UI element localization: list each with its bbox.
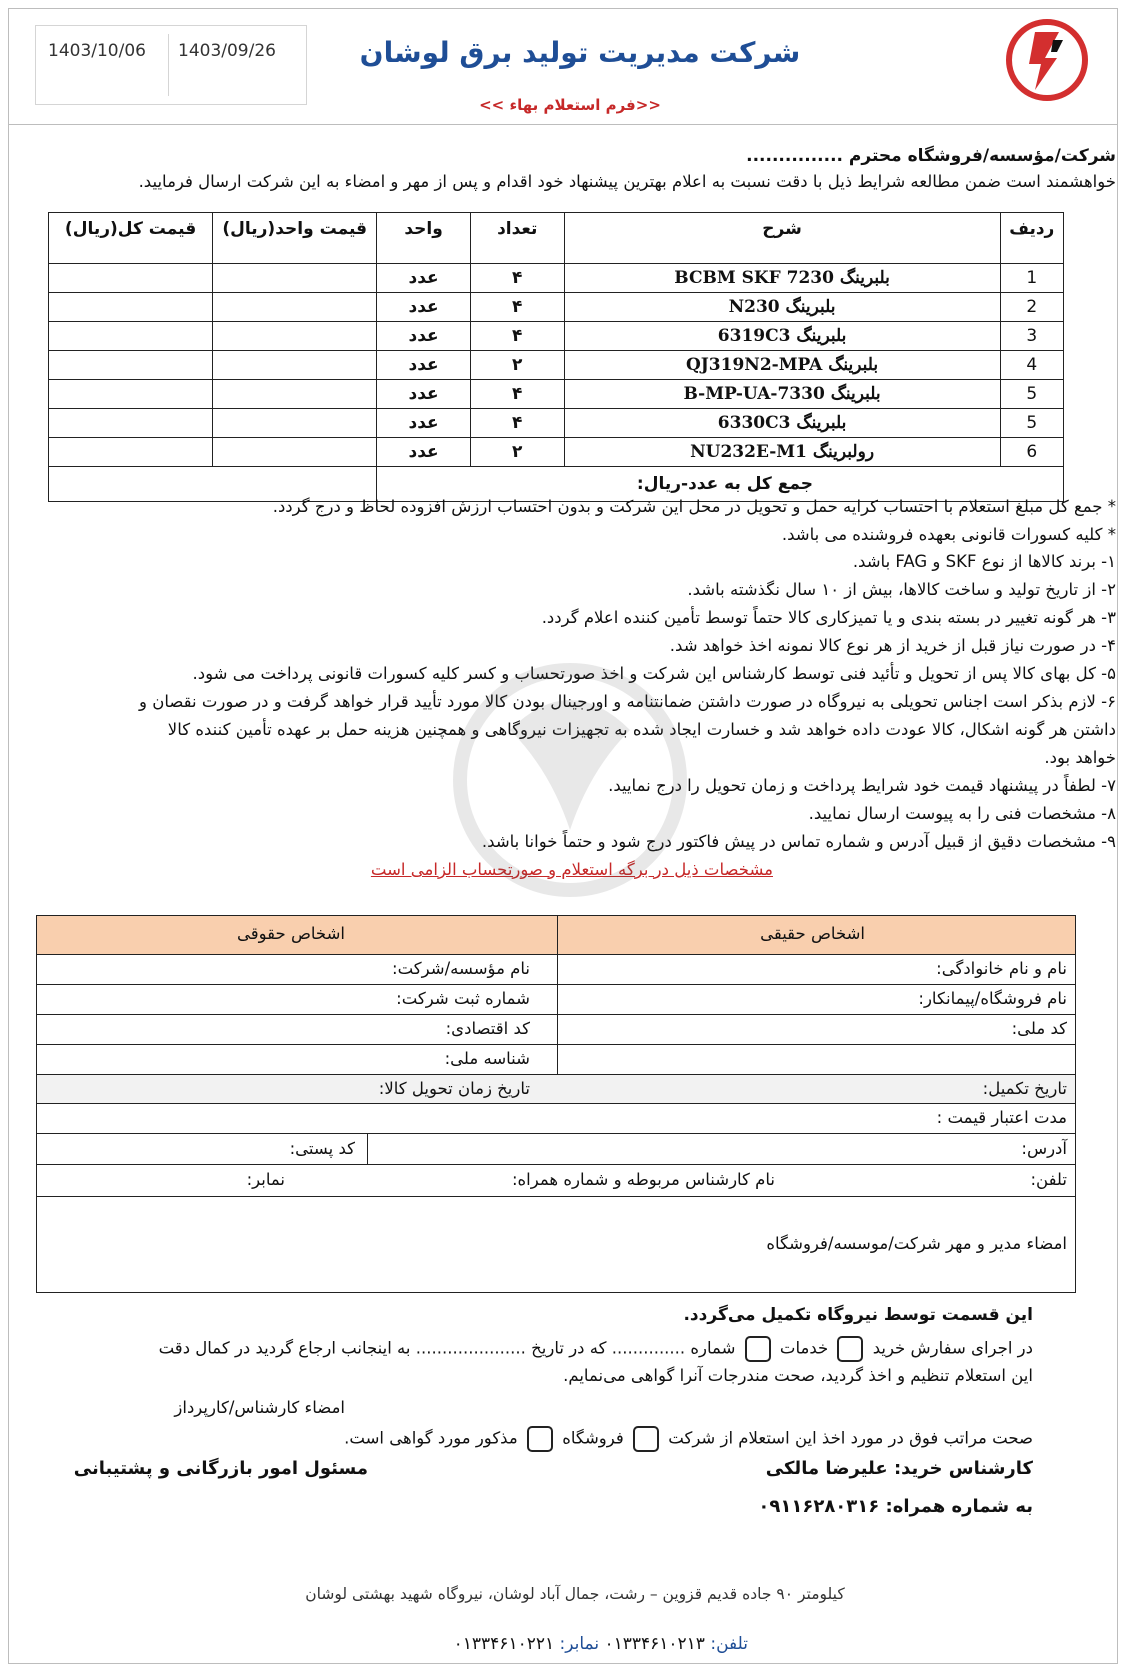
services-text: خدمات <box>779 1338 829 1358</box>
item-qty: ۴ <box>470 293 564 322</box>
col-real: اشخاص حقیقی <box>760 924 865 943</box>
item-unit: عدد <box>377 322 471 351</box>
total-label: جمع کل به عدد-ریال: <box>377 467 1064 502</box>
request-text: خواهشمند است ضمن مطالعه شرایط ذیل با دقت نسبت به اعلام بهترین پیشنهاد خود اقدام و پس از مهر و امضاء به این شرکت ارسال فرمایید. <box>138 172 1116 191</box>
total-price-cell[interactable] <box>49 351 213 380</box>
referral-text: به اینجانب ارجاع گردید در کمال دقت <box>158 1338 411 1358</box>
unit-price-cell[interactable] <box>213 438 377 467</box>
item-unit: عدد <box>377 293 471 322</box>
item-qty: ۲ <box>470 438 564 467</box>
unit-price-cell[interactable] <box>213 409 377 438</box>
row-number: 3 <box>1000 322 1063 351</box>
condition-6: ۶- لازم بذکر است اجناس تحویلی به نیروگاه در صورت داشتن ضمانتنامه و اورجینال بودن کالا مورد تأیید قرار خواهد گرفت و در صورت نقصان و <box>139 692 1116 711</box>
unit-price-cell[interactable] <box>213 380 377 409</box>
header-unit: واحد <box>377 213 471 264</box>
info-header <box>37 916 1075 954</box>
note-1: * جمع کل مبلغ استعلام با احتساب کرایه حمل و تحویل در محل این شرکت و بدون احتساب ارزش افزوده لحاظ و درج گردد. <box>272 497 1116 516</box>
fax-number: ۰۱۳۳۴۶۱۰۲۲۱ <box>453 1634 555 1654</box>
item-qty: ۴ <box>470 264 564 293</box>
field-completion-date: تاریخ تکمیل: <box>982 1079 1067 1098</box>
number-text: شماره .............. <box>611 1338 736 1358</box>
item-unit: عدد <box>377 380 471 409</box>
table-row <box>49 409 1064 438</box>
field-national-code: کد ملی: <box>1011 1019 1067 1038</box>
verification-text: صحت مراتب فوق در مورد اخذ این استعلام از شرکت <box>668 1428 1033 1448</box>
unit-price-cell[interactable] <box>213 293 377 322</box>
table-row <box>49 322 1064 351</box>
row-number: 2 <box>1000 293 1063 322</box>
item-qty: ۲ <box>470 351 564 380</box>
company-checkbox[interactable] <box>633 1426 659 1452</box>
certified-text: مذکور مورد گواهی است. <box>344 1428 518 1448</box>
field-validity: مدت اعتبار قیمت : <box>936 1108 1067 1127</box>
table-row <box>49 293 1064 322</box>
purchase-checkbox[interactable] <box>837 1336 863 1362</box>
unit-price-cell[interactable] <box>213 351 377 380</box>
condition-3: ۳- هر گونه تغییر در بسته بندی و یا تمیزکاری کالا حتماً توسط تأمین کننده اعلام گردد. <box>541 608 1116 627</box>
table-row <box>49 380 1064 409</box>
note-2: * کلیه کسورات قانونی بعهده فروشنده می باشد. <box>781 525 1116 544</box>
item-unit: عدد <box>377 409 471 438</box>
manager-title: مسئول امور بازرگانی و پشتیبانی <box>73 1458 368 1479</box>
plant-line-1 <box>159 1336 1033 1362</box>
item-desc: بلبرینگ B-MP-UA-7330 <box>564 380 1000 409</box>
item-desc: بلبرینگ N230 <box>564 293 1000 322</box>
required-note: مشخصات ذیل در برگه استعلام و صورتحساب الزامی است <box>370 860 773 879</box>
phone-label: تلفن: <box>710 1634 748 1654</box>
condition-6-cont: داشتن هر گونه اشکال، کالا عودت داده خواهد شد و خسارت ایجاد شده به تجهیزات نیروگاهی و همچنین هزینه حمل بر عهده تأمین کننده کالا <box>167 720 1116 739</box>
item-qty: ۴ <box>470 322 564 351</box>
item-unit: عدد <box>377 438 471 467</box>
condition-5: ۵- کل بهای کالا پس از تحویل و تأئید فنی توسط کارشناس این شرکت و اخذ صورتحساب و کسر کلیه کسورات قانونی پرداخت می شود. <box>192 664 1116 683</box>
unit-price-cell[interactable] <box>213 264 377 293</box>
field-national-id: شناسه ملی: <box>444 1049 530 1068</box>
header-desc: شرح <box>564 213 1000 264</box>
condition-9: ۹- مشخصات دقیق از قبیل آدرس و شماره تماس در پیش فاکتور درج شود و حتماً خوانا باشد. <box>481 832 1116 851</box>
total-price-cell[interactable] <box>49 409 213 438</box>
buyer-name: کارشناس خرید: علیرضا مالکی <box>765 1458 1033 1479</box>
table-row <box>49 438 1064 467</box>
item-unit: عدد <box>377 351 471 380</box>
row-number: 5 <box>1000 409 1063 438</box>
field-shop-name: نام فروشگاه/پیمانکار: <box>918 989 1067 1008</box>
services-checkbox[interactable] <box>745 1336 771 1362</box>
condition-6-end: خواهد بود. <box>1044 748 1116 767</box>
header-total-price: قیمت کل(ریال) <box>49 213 213 264</box>
field-postal-code: کد پستی: <box>289 1139 355 1158</box>
row-number: 6 <box>1000 438 1063 467</box>
item-desc: رولبرینگ NU232E-M1 <box>564 438 1000 467</box>
field-company-name: نام مؤسسه/شرکت: <box>392 959 530 978</box>
company-logo-icon <box>1005 18 1089 102</box>
item-unit: عدد <box>377 264 471 293</box>
item-desc: بلبرینگ BCBM SKF 7230 <box>564 264 1000 293</box>
row-number: 4 <box>1000 351 1063 380</box>
condition-8: ۸- مشخصات فنی را به پیوست ارسال نمایید. <box>808 804 1116 823</box>
condition-2: ۲- از تاریخ تولید و ساخت کالاها، بیش از ۱۰ سال نگذشته باشد. <box>687 580 1116 599</box>
info-table <box>36 915 1076 1293</box>
item-desc: بلبرینگ 6319C3 <box>564 322 1000 351</box>
shop-text: فروشگاه <box>562 1428 624 1448</box>
row-number: 1 <box>1000 264 1063 293</box>
field-address: آدرس: <box>1021 1139 1067 1158</box>
order-text: در اجرای سفارش خرید <box>872 1338 1033 1358</box>
shop-checkbox[interactable] <box>527 1426 553 1452</box>
field-reg-number: شماره ثبت شرکت: <box>396 989 530 1008</box>
field-economic-code: کد اقتصادی: <box>445 1019 530 1038</box>
item-qty: ۴ <box>470 409 564 438</box>
total-price-cell[interactable] <box>49 322 213 351</box>
plant-section-title: این قسمت توسط نیروگاه تکمیل می‌گردد. <box>683 1305 1033 1325</box>
item-qty: ۴ <box>470 380 564 409</box>
company-title: شرکت مدیریت تولید برق لوشان <box>359 36 801 69</box>
header-qty: تعداد <box>470 213 564 264</box>
addressee: شرکت/مؤسسه/فروشگاه محترم ............... <box>746 146 1116 166</box>
header-unit-price: قیمت واحد(ریال) <box>213 213 377 264</box>
field-expert-name: نام کارشناس مربوطه و شماره همراه: <box>511 1170 775 1189</box>
buyer-mobile: به شماره همراه: ۰۹۱۱۶۲۸۰۳۱۶ <box>758 1496 1033 1517</box>
item-desc: بلبرینگ 6330C3 <box>564 409 1000 438</box>
form-title: <<فرم استعلام بهاء >> <box>479 96 661 114</box>
signature-label: امضاء مدیر و مهر شرکت/موسسه/فروشگاه <box>766 1234 1067 1253</box>
date-first: 1403/09/26 <box>178 41 276 61</box>
field-phone: تلفن: <box>1030 1170 1067 1189</box>
date-box <box>35 25 307 105</box>
expert-signature: امضاء کارشناس/کارپرداز <box>174 1398 345 1417</box>
date-text: که در تاریخ ..................... <box>415 1338 607 1358</box>
field-fax: نمابر: <box>246 1170 285 1189</box>
date-second: 1403/10/06 <box>48 41 146 61</box>
total-price-cell[interactable] <box>49 438 213 467</box>
condition-1: ۱- برند کالاها از نوع SKF و FAG باشد. <box>852 552 1116 571</box>
header-divider <box>8 124 1118 125</box>
items-table <box>48 212 1064 502</box>
condition-4: ۴- در صورت نیاز قبل از خرید از هر نوع کالا نمونه اخذ خواهد شد. <box>669 636 1116 655</box>
plant-line-3 <box>344 1426 1033 1452</box>
table-row <box>49 264 1064 293</box>
field-delivery-date: تاریخ زمان تحویل کالا: <box>378 1079 530 1098</box>
item-desc: بلبرینگ QJ319N2-MPA <box>564 351 1000 380</box>
total-price-cell[interactable] <box>49 264 213 293</box>
fax-label: نمابر: <box>559 1634 600 1654</box>
table-row <box>49 351 1064 380</box>
plant-line-2: این استعلام تنظیم و اخذ گردید، صحت مندرجات آنرا گواهی می‌نمایم. <box>563 1366 1033 1385</box>
condition-7: ۷- لطفاً در پیشنهاد قیمت خود شرایط پرداخت و زمان تحویل را درج نمایید. <box>608 776 1116 795</box>
total-price-cell[interactable] <box>49 293 213 322</box>
field-full-name: نام و نام خانوادگی: <box>936 959 1067 978</box>
header-row-no: ردیف <box>1000 213 1063 264</box>
phone-number: ۰۱۳۳۴۶۱۰۲۱۳ <box>604 1634 705 1654</box>
unit-price-cell[interactable] <box>213 322 377 351</box>
col-legal: اشخاص حقوقی <box>237 924 345 943</box>
footer-contact <box>454 1634 748 1654</box>
footer-address: کیلومتر ۹۰ جاده قدیم قزوین – رشت، جمال آباد لوشان، نیروگاه شهید بهشتی لوشان <box>305 1585 845 1603</box>
total-price-cell[interactable] <box>49 380 213 409</box>
row-number: 5 <box>1000 380 1063 409</box>
